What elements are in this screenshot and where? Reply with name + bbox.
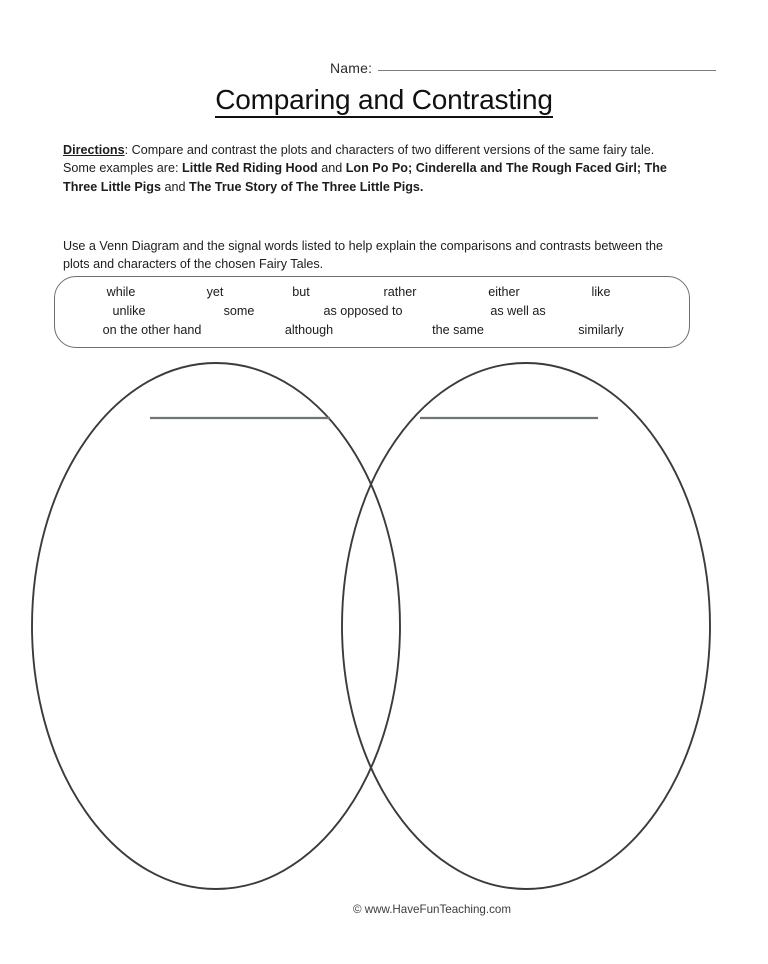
signal-word: rather: [383, 285, 417, 300]
signal-words-box: [54, 276, 690, 348]
page-title: [0, 84, 768, 118]
name-label: Name:: [330, 60, 373, 76]
directions-example-2: Lon Po Po;: [345, 161, 413, 176]
name-input-blank[interactable]: [378, 70, 716, 71]
directions-paragraph: [63, 141, 671, 197]
signal-words-row-3: [69, 322, 675, 340]
footer-credit: © www.HaveFunTeaching.com: [352, 903, 512, 916]
directions-body-1: Compare and contrast the plots and characters of two different versions of the same fairy tale. Some examples are:: [63, 142, 655, 176]
directions-label: Directions: [63, 142, 125, 157]
signal-word: the same: [432, 322, 484, 337]
signal-word: yet: [206, 285, 224, 300]
signal-word: while: [106, 285, 136, 300]
page-title-text: Comparing and Contrasting: [215, 84, 552, 118]
venn-circle-left: [32, 363, 400, 889]
signal-word: although: [284, 322, 334, 337]
signal-word: unlike: [112, 304, 146, 319]
directions-example-3: Cinderella and The Rough Faced Girl; The Three Little Pigs: [63, 161, 667, 194]
signal-word: similarly: [578, 322, 624, 337]
signal-word: as well as: [490, 304, 546, 319]
directions-colon: :: [124, 142, 129, 157]
signal-word: but: [292, 285, 310, 300]
signal-word: some: [223, 304, 255, 319]
signal-word: either: [488, 285, 520, 300]
signal-words-row-2: [69, 303, 675, 321]
signal-word: on the other hand: [102, 322, 202, 337]
directions-conj-2: and: [160, 179, 189, 194]
signal-word: like: [591, 285, 611, 300]
signal-word: as opposed to: [323, 304, 403, 319]
signal-words-grid: [55, 277, 689, 347]
directions-example-4: The True Story of The Three Little Pigs.: [189, 179, 424, 194]
directions-example-1: Little Red Riding Hood: [182, 161, 318, 176]
venn-circle-right: [342, 363, 710, 889]
directions-conj-1: and: [317, 161, 346, 176]
signal-words-row-1: [69, 284, 675, 302]
name-field-row: [330, 60, 716, 76]
usage-paragraph: Use a Venn Diagram and the signal words listed to help explain the comparisons and contrasts between the plots and characters of the chosen Fairy Tales.: [63, 238, 663, 272]
